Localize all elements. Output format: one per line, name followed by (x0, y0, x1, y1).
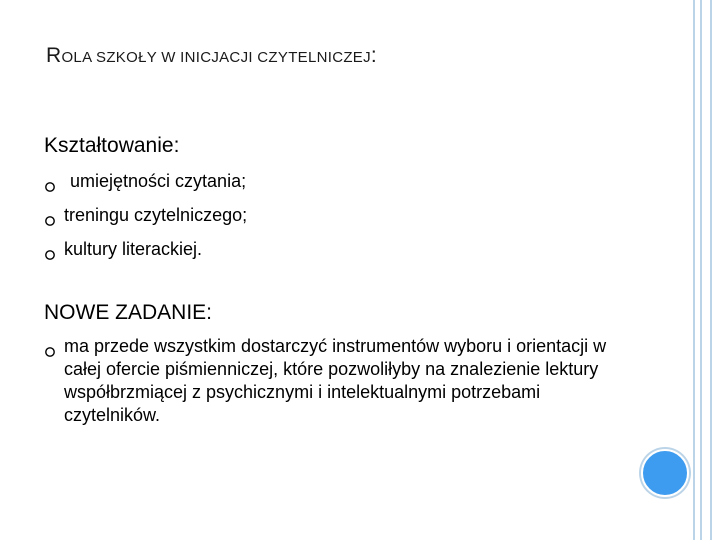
list-item-text: ma przede wszystkim dostarczyć instrumentów wyboru i orientacji w całej ofercie piśmienniczej, które pozwoliłyby na znalezienie lektury współbrzmiącej z psychicznymi i intelektualnymi potrzebami czytelników. (64, 336, 607, 425)
bullet-list-nowe-zadanie (44, 335, 634, 427)
slide-title (46, 44, 377, 68)
list-item (44, 169, 247, 203)
list-item (44, 203, 247, 237)
list-item-text: kultury literackiej. (64, 239, 203, 259)
decorative-border-line (693, 0, 695, 540)
decorative-circle (641, 449, 689, 497)
decorative-border-line (700, 0, 702, 540)
section-heading-ksztaltowanie: Kształtowanie: (44, 134, 180, 157)
circle-bullet-icon (44, 243, 56, 255)
circle-bullet-icon (44, 341, 56, 353)
circle-bullet-icon (44, 209, 56, 221)
list-item-text: umiejętności czytania; (70, 171, 247, 191)
bullet-list-ksztaltowanie (44, 169, 247, 271)
title-colon: : (370, 44, 378, 67)
list-item-text: treningu czytelniczego; (64, 205, 248, 225)
circle-bullet-icon (44, 175, 56, 187)
list-item (44, 237, 247, 271)
title-first-letter: R (46, 44, 62, 67)
decorative-border-line (710, 0, 712, 540)
list-item (44, 335, 634, 427)
section-heading-nowe-zadanie: NOWE ZADANIE: (44, 301, 213, 324)
title-text: OLA SZKOŁY W INICJACJI CZYTELNICZEJ (61, 49, 371, 66)
